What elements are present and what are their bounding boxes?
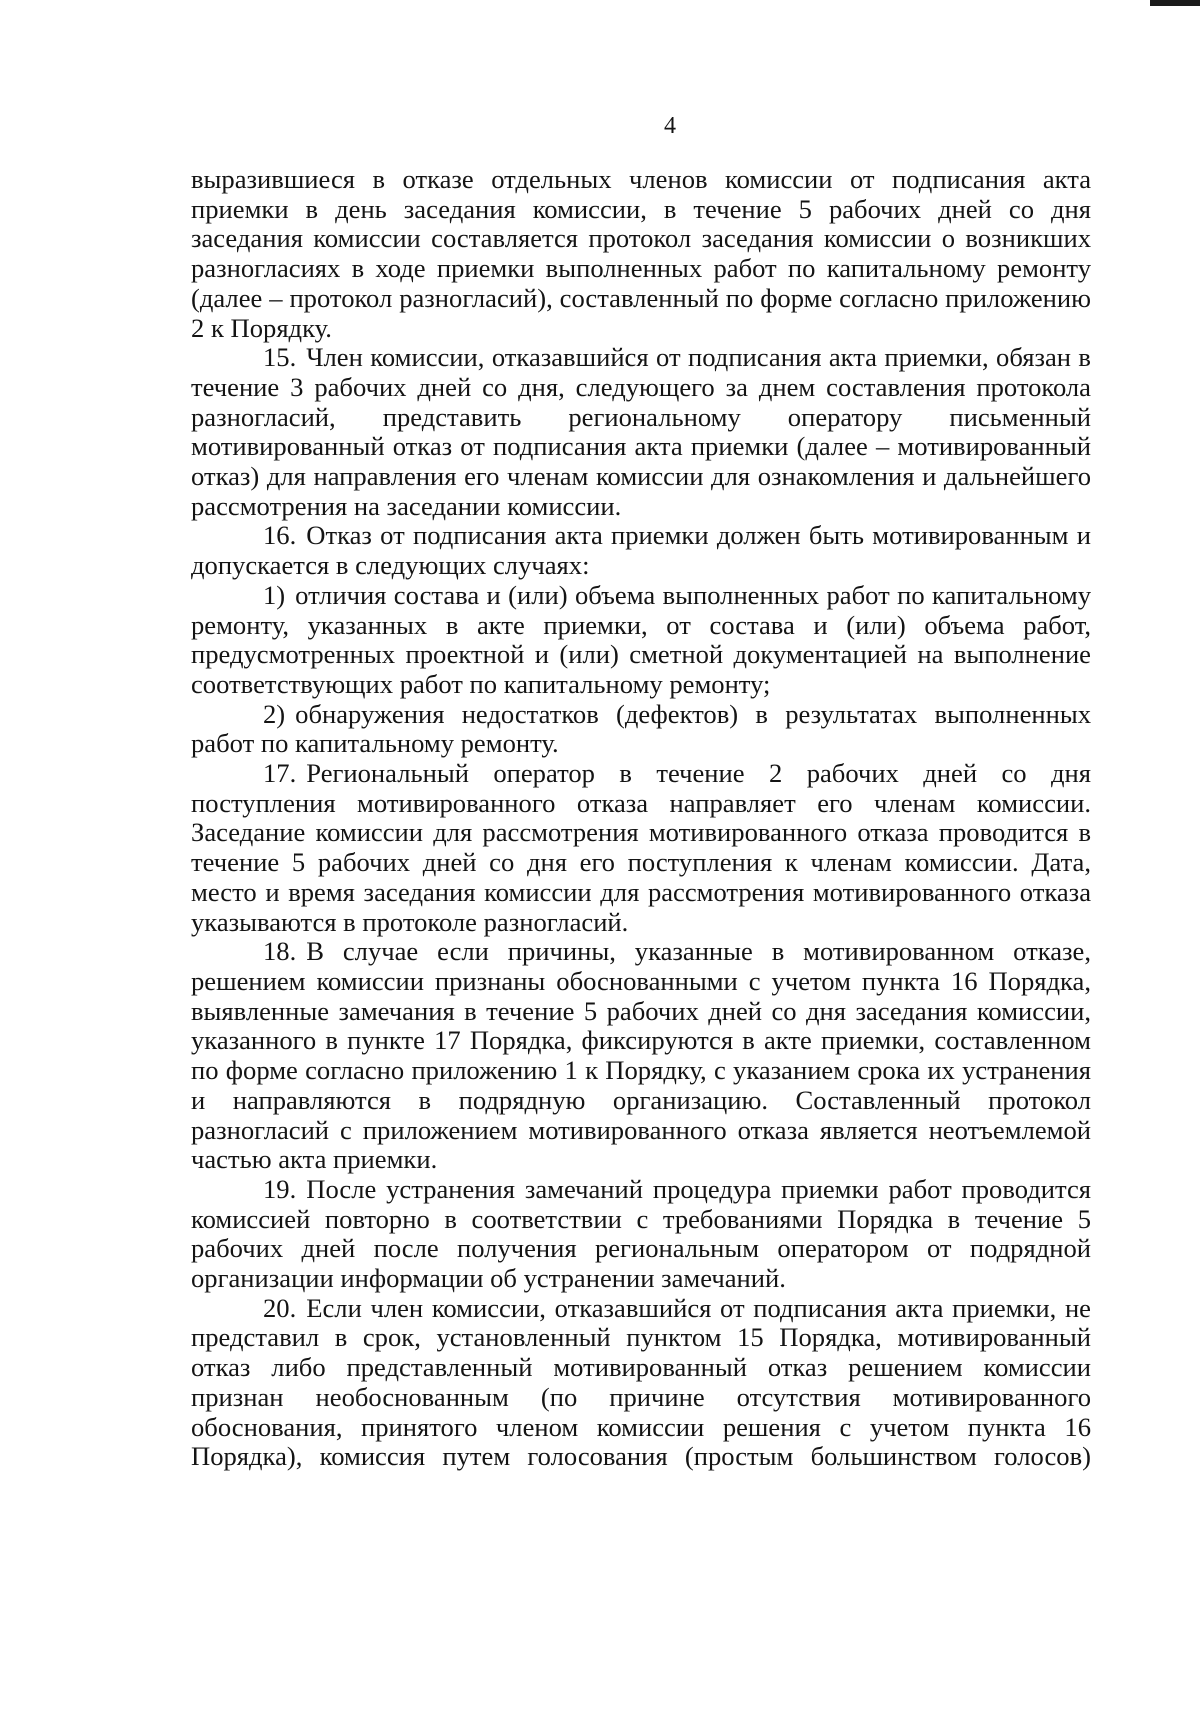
clause-15: [191, 343, 1091, 521]
clause-number: 20.: [263, 1292, 297, 1323]
paragraph-text: выразившиеся в отказе отдельных членов комиссии от подписания акта приемки в день заседания комиссии, в течение 5 рабочих дней со дня заседания комиссии составляется протокол заседания комиссии о возникших разногласиях в ходе приемки выполненных работ по капитальному ремонту (далее – протокол разногласий), составленный по форме согласно приложению 2 к Порядку.: [191, 164, 1091, 343]
clause-number: 17.: [263, 758, 297, 789]
subclause-number: 2): [263, 698, 286, 729]
clause-text: После устранения замечаний процедура приемки работ проводится комиссией повторно в соответствии с требованиями Порядка в течение 5 рабочих дней после получения региональным оператором от подрядной организации информации об устранении замечаний.: [191, 1173, 1091, 1294]
page-number: 4: [664, 113, 676, 139]
clause-16: [191, 521, 1091, 580]
clause-20: [191, 1294, 1091, 1472]
subclause-2: [191, 700, 1091, 759]
clause-number: 16.: [263, 520, 297, 551]
clause-text: Отказ от подписания акта приемки должен быть мотивированным и допускается в следующих случаях:: [191, 520, 1091, 581]
clause-text: Если член комиссии, отказавшийся от подписания акта приемки, не представил в срок, установленный пунктом 15 Порядка, мотивированный отказ либо представленный мотивированный отказ решением комиссии признан необоснованным (по причине отсутствия мотивированного обоснования, принятого членом комиссии решения с учетом пункта 16 Порядка), комиссия путем голосования (простым большинством голосов): [191, 1292, 1091, 1472]
clause-18: [191, 937, 1091, 1175]
paragraph-continuation: [191, 165, 1091, 343]
subclause-text: отличия состава и (или) объема выполненных работ по капитальному ремонту, указанных в акте приемки, от состава и (или) объема работ, предусмотренных проектной и (или) сметной документацией на выполнение соответствующих работ по капитальному ремонту;: [191, 579, 1091, 699]
scan-edge-mark: [1150, 0, 1200, 6]
subclause-number: 1): [263, 579, 286, 610]
clause-number: 19.: [263, 1173, 297, 1204]
clause-19: [191, 1175, 1091, 1294]
clause-text: Член комиссии, отказавшийся от подписания акта приемки, обязан в течение 3 рабочих дней со дня, следующего за днем составления протокола разногласий, представить региональному оператору письменный мотивированный отказ от подписания акта приемки (далее – мотивированный отказ) для направления его членам комиссии для ознакомления и дальнейшего рассмотрения на заседании комиссии.: [191, 342, 1091, 521]
document-body: [191, 165, 1091, 1472]
clause-text: Региональный оператор в течение 2 рабочих дней со дня поступления мотивированного отказа направляет его членам комиссии. Заседание комиссии для рассмотрения мотивированного отказа проводится в течение 5 рабочих дней со дня его поступления к членам комиссии. Дата, место и время заседания комиссии для рассмотрения мотивированного отказа указываются в протоколе разногласий.: [191, 758, 1091, 937]
clause-text: В случае если причины, указанные в мотивированном отказе, решением комиссии признаны обоснованными с учетом пункта 16 Порядка, выявленные замечания в течение 5 рабочих дней со дня заседания комиссии, указанного в пункте 17 Порядка, фиксируются в акте приемки, составленном по форме согласно приложению 1 к Порядку, с указанием срока их устранения и направляются в подрядную организацию. Составленный протокол разногласий с приложением мотивированного отказа является неотъемлемой частью акта приемки.: [191, 936, 1091, 1175]
subclause-1: [191, 581, 1091, 700]
subclause-text: обнаружения недостатков (дефектов) в результатах выполненных работ по капитальному ремонту.: [191, 698, 1091, 759]
clause-17: [191, 759, 1091, 937]
clause-number: 18.: [263, 936, 297, 967]
clause-number: 15.: [263, 342, 297, 373]
